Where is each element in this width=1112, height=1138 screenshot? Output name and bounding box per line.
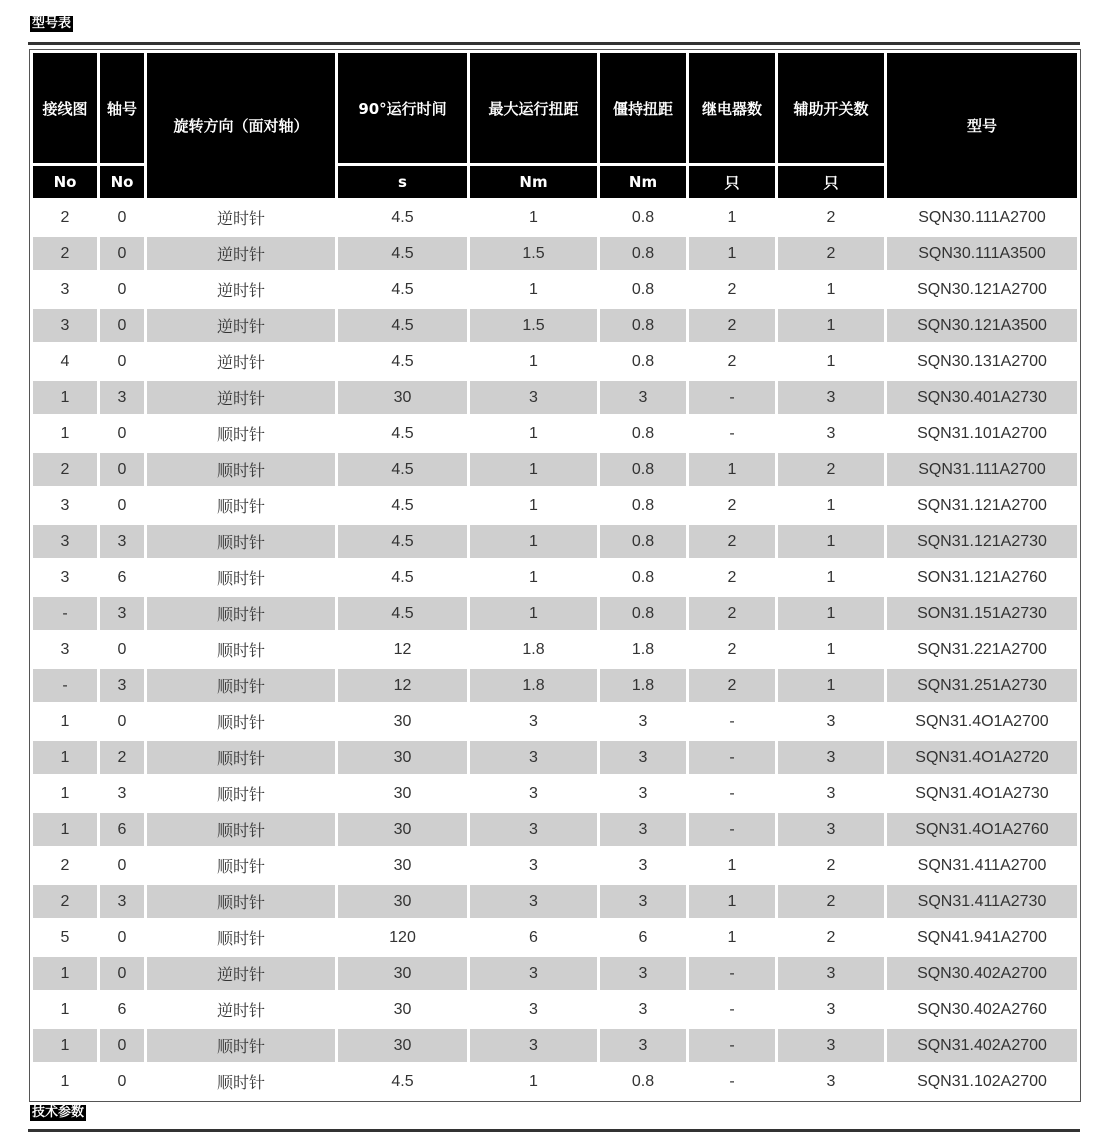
cell-wiring: -	[33, 669, 97, 702]
cell-hold-torque: 3	[600, 957, 686, 990]
cell-relay-count: -	[689, 957, 775, 990]
cell-max-torque: 1	[470, 525, 597, 558]
cell-direction: 逆时针	[147, 381, 335, 414]
cell-model: SQN31.4O1A2760	[887, 813, 1077, 846]
cell-direction: 顺时针	[147, 921, 335, 954]
cell-model: SQN30.121A3500	[887, 309, 1077, 342]
table-row	[33, 417, 1077, 450]
cell-shaft: 0	[100, 705, 144, 738]
cell-hold-torque: 0.8	[600, 453, 686, 486]
cell-run-time: 4.5	[338, 1065, 467, 1098]
cell-shaft: 0	[100, 633, 144, 666]
cell-model: SQN31.121A2730	[887, 525, 1077, 558]
cell-max-torque: 1	[470, 561, 597, 594]
cell-model: SON31.121A2760	[887, 561, 1077, 594]
cell-hold-torque: 3	[600, 777, 686, 810]
cell-wiring: 3	[33, 525, 97, 558]
cell-relay-count: 1	[689, 921, 775, 954]
cell-shaft: 0	[100, 957, 144, 990]
cell-aux-switch: 2	[778, 237, 884, 270]
cell-aux-switch: 3	[778, 993, 884, 1026]
cell-shaft: 6	[100, 813, 144, 846]
cell-aux-switch: 3	[778, 417, 884, 450]
cell-aux-switch: 1	[778, 669, 884, 702]
cell-max-torque: 3	[470, 993, 597, 1026]
cell-max-torque: 1	[470, 417, 597, 450]
cell-model: SQN31.101A2700	[887, 417, 1077, 450]
cell-max-torque: 1.5	[470, 309, 597, 342]
table-row	[33, 561, 1077, 594]
table-row	[33, 1065, 1077, 1098]
cell-model: SQN30.131A2700	[887, 345, 1077, 378]
unit-max-torque: Nm	[470, 166, 597, 198]
cell-shaft: 0	[100, 237, 144, 270]
header-max-torque: 最大运行扭距	[470, 53, 597, 163]
cell-relay-count: -	[689, 741, 775, 774]
cell-wiring: 4	[33, 345, 97, 378]
header-shaft: 轴号	[100, 53, 144, 163]
cell-model: SQN31.4O1A2720	[887, 741, 1077, 774]
header-wiring: 接线图	[33, 53, 97, 163]
cell-direction: 顺时针	[147, 453, 335, 486]
table-row	[33, 597, 1077, 630]
cell-direction: 逆时针	[147, 237, 335, 270]
cell-max-torque: 1	[470, 273, 597, 306]
cell-aux-switch: 2	[778, 453, 884, 486]
cell-model: SQN31.121A2700	[887, 489, 1077, 522]
cell-relay-count: -	[689, 417, 775, 450]
cell-wiring: 1	[33, 993, 97, 1026]
cell-aux-switch: 2	[778, 201, 884, 234]
cell-aux-switch: 2	[778, 849, 884, 882]
cell-run-time: 4.5	[338, 345, 467, 378]
cell-wiring: 1	[33, 705, 97, 738]
cell-hold-torque: 3	[600, 741, 686, 774]
cell-max-torque: 3	[470, 885, 597, 918]
cell-aux-switch: 1	[778, 273, 884, 306]
cell-direction: 顺时针	[147, 1065, 335, 1098]
cell-hold-torque: 3	[600, 1029, 686, 1062]
cell-direction: 顺时针	[147, 885, 335, 918]
cell-direction: 顺时针	[147, 597, 335, 630]
tech-params-heading: 技术参数	[32, 1105, 85, 1120]
header-run-time: 90°运行时间	[338, 53, 467, 163]
table-row	[33, 453, 1077, 486]
cell-hold-torque: 1.8	[600, 633, 686, 666]
cell-aux-switch: 2	[778, 885, 884, 918]
cell-wiring: -	[33, 597, 97, 630]
table-row	[33, 957, 1077, 990]
cell-relay-count: 2	[689, 669, 775, 702]
cell-model: SQN31.102A2700	[887, 1065, 1077, 1098]
cell-relay-count: 2	[689, 597, 775, 630]
cell-relay-count: 2	[689, 309, 775, 342]
table-row	[33, 273, 1077, 306]
cell-relay-count: -	[689, 1065, 775, 1098]
cell-model: SQN30.402A2700	[887, 957, 1077, 990]
cell-model: SQN31.111A2700	[887, 453, 1077, 486]
cell-max-torque: 1.8	[470, 669, 597, 702]
unit-relay-count: 只	[689, 166, 775, 198]
cell-relay-count: 2	[689, 345, 775, 378]
cell-wiring: 1	[33, 813, 97, 846]
cell-hold-torque: 0.8	[600, 237, 686, 270]
cell-wiring: 5	[33, 921, 97, 954]
cell-wiring: 3	[33, 561, 97, 594]
cell-shaft: 0	[100, 1065, 144, 1098]
cell-max-torque: 3	[470, 849, 597, 882]
cell-max-torque: 6	[470, 921, 597, 954]
cell-relay-count: 2	[689, 525, 775, 558]
cell-max-torque: 1	[470, 489, 597, 522]
cell-wiring: 1	[33, 1065, 97, 1098]
cell-wiring: 1	[33, 957, 97, 990]
cell-shaft: 0	[100, 201, 144, 234]
cell-hold-torque: 0.8	[600, 417, 686, 450]
unit-aux-switch: 只	[778, 166, 884, 198]
cell-wiring: 1	[33, 741, 97, 774]
cell-wiring: 1	[33, 417, 97, 450]
cell-run-time: 30	[338, 381, 467, 414]
cell-max-torque: 1	[470, 201, 597, 234]
table-row	[33, 849, 1077, 882]
cell-shaft: 0	[100, 273, 144, 306]
cell-relay-count: 1	[689, 201, 775, 234]
cell-run-time: 4.5	[338, 561, 467, 594]
cell-aux-switch: 3	[778, 381, 884, 414]
cell-run-time: 30	[338, 741, 467, 774]
cell-hold-torque: 0.8	[600, 273, 686, 306]
cell-shaft: 0	[100, 417, 144, 450]
cell-max-torque: 1	[470, 1065, 597, 1098]
cell-aux-switch: 3	[778, 813, 884, 846]
cell-run-time: 4.5	[338, 597, 467, 630]
cell-shaft: 3	[100, 525, 144, 558]
cell-run-time: 4.5	[338, 273, 467, 306]
cell-max-torque: 1.5	[470, 237, 597, 270]
header-direction: 旋转方向（面对轴）	[147, 53, 335, 198]
unit-run-time: s	[338, 166, 467, 198]
bottom-divider	[28, 1129, 1080, 1132]
cell-model: SON31.151A2730	[887, 597, 1077, 630]
cell-direction: 顺时针	[147, 525, 335, 558]
cell-direction: 顺时针	[147, 1029, 335, 1062]
header-hold-torque: 僵持扭距	[600, 53, 686, 163]
cell-model: SQN31.402A2700	[887, 1029, 1077, 1062]
cell-aux-switch: 3	[778, 1065, 884, 1098]
cell-hold-torque: 3	[600, 813, 686, 846]
table-row	[33, 345, 1077, 378]
cell-run-time: 4.5	[338, 489, 467, 522]
cell-hold-torque: 0.8	[600, 345, 686, 378]
cell-run-time: 30	[338, 705, 467, 738]
cell-aux-switch: 3	[778, 957, 884, 990]
cell-direction: 顺时针	[147, 633, 335, 666]
cell-aux-switch: 1	[778, 561, 884, 594]
cell-direction: 顺时针	[147, 813, 335, 846]
cell-max-torque: 3	[470, 705, 597, 738]
table-row	[33, 921, 1077, 954]
table-row	[33, 669, 1077, 702]
cell-shaft: 0	[100, 309, 144, 342]
cell-max-torque: 3	[470, 813, 597, 846]
table-row	[33, 885, 1077, 918]
cell-hold-torque: 0.8	[600, 525, 686, 558]
cell-relay-count: -	[689, 813, 775, 846]
cell-relay-count: 1	[689, 849, 775, 882]
cell-run-time: 30	[338, 777, 467, 810]
cell-max-torque: 1	[470, 345, 597, 378]
cell-direction: 顺时针	[147, 777, 335, 810]
table-row	[33, 381, 1077, 414]
cell-model: SQN31.411A2700	[887, 849, 1077, 882]
cell-wiring: 2	[33, 201, 97, 234]
cell-relay-count: -	[689, 705, 775, 738]
cell-run-time: 12	[338, 633, 467, 666]
cell-max-torque: 1	[470, 597, 597, 630]
cell-direction: 逆时针	[147, 957, 335, 990]
cell-run-time: 4.5	[338, 237, 467, 270]
cell-hold-torque: 3	[600, 849, 686, 882]
cell-hold-torque: 0.8	[600, 201, 686, 234]
cell-shaft: 0	[100, 849, 144, 882]
unit-hold-torque: Nm	[600, 166, 686, 198]
cell-direction: 逆时针	[147, 993, 335, 1026]
cell-aux-switch: 1	[778, 309, 884, 342]
cell-relay-count: 2	[689, 561, 775, 594]
table-row	[33, 813, 1077, 846]
cell-model: SQN31.221A2700	[887, 633, 1077, 666]
cell-shaft: 2	[100, 741, 144, 774]
cell-model: SQN41.941A2700	[887, 921, 1077, 954]
cell-hold-torque: 0.8	[600, 309, 686, 342]
cell-wiring: 3	[33, 309, 97, 342]
cell-relay-count: 2	[689, 633, 775, 666]
table-row	[33, 525, 1077, 558]
top-divider	[28, 42, 1080, 45]
cell-hold-torque: 0.8	[600, 561, 686, 594]
cell-model: SQN30.121A2700	[887, 273, 1077, 306]
cell-direction: 逆时针	[147, 309, 335, 342]
cell-wiring: 1	[33, 381, 97, 414]
cell-hold-torque: 0.8	[600, 489, 686, 522]
cell-aux-switch: 1	[778, 345, 884, 378]
table-row	[33, 705, 1077, 738]
cell-max-torque: 3	[470, 1029, 597, 1062]
cell-relay-count: -	[689, 1029, 775, 1062]
cell-model: SQN30.111A3500	[887, 237, 1077, 270]
cell-model: SQN31.4O1A2700	[887, 705, 1077, 738]
cell-max-torque: 1	[470, 453, 597, 486]
cell-shaft: 3	[100, 381, 144, 414]
cell-wiring: 2	[33, 453, 97, 486]
table-body	[33, 201, 1077, 1098]
cell-aux-switch: 1	[778, 597, 884, 630]
cell-max-torque: 3	[470, 741, 597, 774]
cell-run-time: 30	[338, 813, 467, 846]
cell-shaft: 0	[100, 1029, 144, 1062]
cell-wiring: 2	[33, 237, 97, 270]
header-relay-count: 继电器数	[689, 53, 775, 163]
cell-direction: 逆时针	[147, 345, 335, 378]
cell-wiring: 3	[33, 633, 97, 666]
cell-relay-count: 2	[689, 273, 775, 306]
cell-direction: 逆时针	[147, 273, 335, 306]
cell-aux-switch: 3	[778, 705, 884, 738]
cell-run-time: 4.5	[338, 525, 467, 558]
cell-wiring: 2	[33, 849, 97, 882]
table-row	[33, 201, 1077, 234]
cell-model: SQN31.251A2730	[887, 669, 1077, 702]
cell-shaft: 6	[100, 561, 144, 594]
cell-max-torque: 3	[470, 777, 597, 810]
table-row	[33, 633, 1077, 666]
unit-shaft: No	[100, 166, 144, 198]
cell-aux-switch: 3	[778, 741, 884, 774]
cell-wiring: 2	[33, 885, 97, 918]
cell-relay-count: -	[689, 777, 775, 810]
cell-hold-torque: 6	[600, 921, 686, 954]
cell-hold-torque: 0.8	[600, 1065, 686, 1098]
unit-wiring: No	[33, 166, 97, 198]
cell-max-torque: 3	[470, 957, 597, 990]
header-model: 型号	[887, 53, 1077, 198]
cell-relay-count: 1	[689, 453, 775, 486]
cell-max-torque: 1.8	[470, 633, 597, 666]
table-row	[33, 741, 1077, 774]
table-row	[33, 309, 1077, 342]
cell-run-time: 4.5	[338, 201, 467, 234]
cell-run-time: 30	[338, 993, 467, 1026]
cell-hold-torque: 3	[600, 993, 686, 1026]
cell-aux-switch: 1	[778, 525, 884, 558]
cell-shaft: 3	[100, 777, 144, 810]
cell-direction: 逆时针	[147, 201, 335, 234]
cell-hold-torque: 3	[600, 381, 686, 414]
cell-hold-torque: 1.8	[600, 669, 686, 702]
table-row	[33, 993, 1077, 1026]
cell-relay-count: 1	[689, 237, 775, 270]
cell-model: SQN31.4O1A2730	[887, 777, 1077, 810]
cell-max-torque: 3	[470, 381, 597, 414]
cell-shaft: 0	[100, 345, 144, 378]
cell-model: SQN30.402A2760	[887, 993, 1077, 1026]
cell-model: SQN31.411A2730	[887, 885, 1077, 918]
cell-relay-count: -	[689, 993, 775, 1026]
cell-shaft: 3	[100, 597, 144, 630]
cell-aux-switch: 2	[778, 921, 884, 954]
cell-relay-count: -	[689, 381, 775, 414]
cell-shaft: 3	[100, 669, 144, 702]
header-aux-switch: 辅助开关数	[778, 53, 884, 163]
cell-run-time: 4.5	[338, 417, 467, 450]
cell-run-time: 30	[338, 885, 467, 918]
cell-aux-switch: 1	[778, 633, 884, 666]
cell-run-time: 30	[338, 849, 467, 882]
cell-aux-switch: 1	[778, 489, 884, 522]
cell-run-time: 30	[338, 957, 467, 990]
cell-relay-count: 1	[689, 885, 775, 918]
cell-shaft: 3	[100, 885, 144, 918]
cell-run-time: 4.5	[338, 453, 467, 486]
cell-relay-count: 2	[689, 489, 775, 522]
cell-direction: 顺时针	[147, 561, 335, 594]
cell-wiring: 1	[33, 777, 97, 810]
cell-aux-switch: 3	[778, 777, 884, 810]
cell-direction: 顺时针	[147, 741, 335, 774]
cell-direction: 顺时针	[147, 489, 335, 522]
cell-shaft: 0	[100, 921, 144, 954]
cell-model: SQN30.401A2730	[887, 381, 1077, 414]
cell-shaft: 0	[100, 453, 144, 486]
cell-shaft: 6	[100, 993, 144, 1026]
table-row	[33, 777, 1077, 810]
cell-model: SQN30.111A2700	[887, 201, 1077, 234]
cell-hold-torque: 3	[600, 885, 686, 918]
table-row	[33, 489, 1077, 522]
cell-direction: 顺时针	[147, 849, 335, 882]
cell-wiring: 1	[33, 1029, 97, 1062]
cell-aux-switch: 3	[778, 1029, 884, 1062]
cell-run-time: 30	[338, 1029, 467, 1062]
cell-hold-torque: 3	[600, 705, 686, 738]
cell-hold-torque: 0.8	[600, 597, 686, 630]
cell-wiring: 3	[33, 273, 97, 306]
model-table	[29, 49, 1081, 1102]
cell-direction: 顺时针	[147, 417, 335, 450]
cell-shaft: 0	[100, 489, 144, 522]
cell-direction: 顺时针	[147, 705, 335, 738]
cell-run-time: 12	[338, 669, 467, 702]
cell-direction: 顺时针	[147, 669, 335, 702]
cell-wiring: 3	[33, 489, 97, 522]
cell-run-time: 4.5	[338, 309, 467, 342]
cell-run-time: 120	[338, 921, 467, 954]
table-row	[33, 1029, 1077, 1062]
table-row	[33, 237, 1077, 270]
model-table-heading: 型号表	[32, 16, 72, 31]
